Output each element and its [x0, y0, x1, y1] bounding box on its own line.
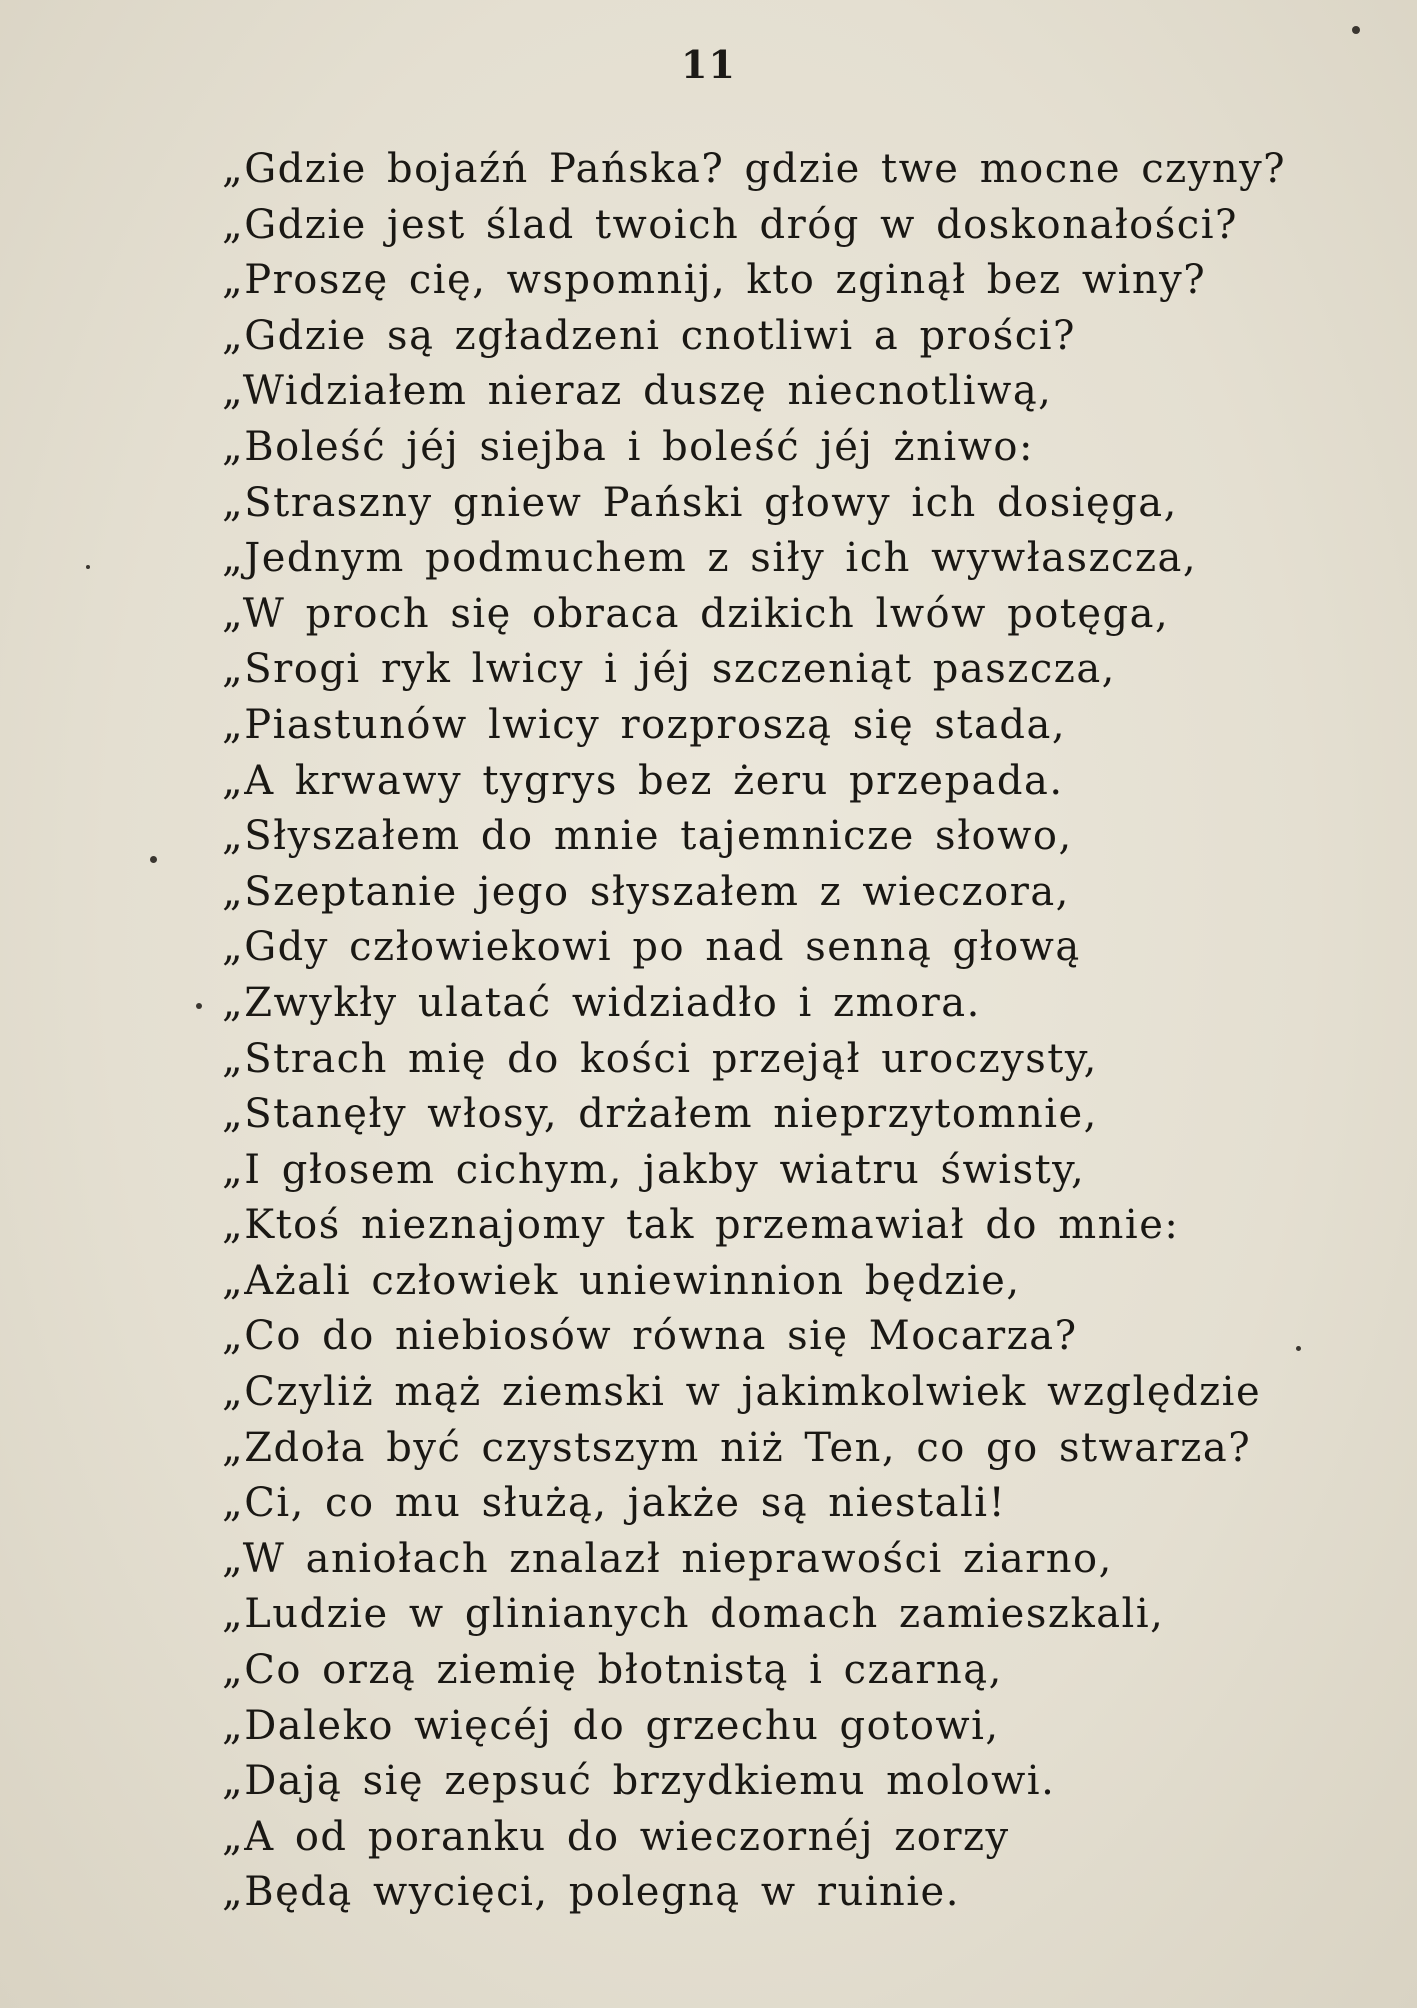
- verse-line: „I głosem cichym, jakby wiatru świsty,: [222, 1146, 1086, 1193]
- verse-line: „Gdy człowiekowi po nad senną głową: [222, 924, 1081, 971]
- print-speck: [196, 1003, 202, 1009]
- verse-line: „Czyliż mąż ziemski w jakimkolwiek względzie: [222, 1369, 1262, 1416]
- verse-line: „Boleść jéj siejba i boleść jéj żniwo:: [222, 423, 1034, 470]
- print-speck: [150, 856, 157, 863]
- verse-line: „Zwykły ulatać widziadło i zmora.: [222, 979, 981, 1026]
- verse-line: „Strach mię do kości przejął uroczysty,: [222, 1035, 1098, 1082]
- verse-line: „Gdzie są zgładzeni cnotliwi a prości?: [222, 312, 1076, 359]
- verse-line: „Co do niebiosów równa się Mocarza?: [222, 1313, 1078, 1360]
- verse-line: „Stanęły włosy, drżałem nieprzytomnie,: [222, 1091, 1098, 1138]
- verse-line: „Proszę cię, wspomnij, kto zginął bez winy?: [222, 257, 1207, 304]
- verse-line: „Co orzą ziemię błotnistą i czarną,: [222, 1647, 1003, 1694]
- verse-line: „Piastunów lwicy rozproszą się stada,: [222, 701, 1067, 748]
- verse-line: „Straszny gniew Pański głowy ich dosięga,: [222, 479, 1178, 526]
- verse-line: „Ktoś nieznajomy tak przemawiał do mnie:: [222, 1202, 1180, 1249]
- poem-verse: [222, 142, 1392, 1921]
- print-speck: [86, 565, 90, 569]
- verse-line: „W proch się obraca dzikich lwów potęga,: [222, 590, 1170, 637]
- verse-line: „Daleko więcéj do grzechu gotowi,: [222, 1702, 1000, 1749]
- verse-line: „A krwawy tygrys bez żeru przepada.: [222, 757, 1064, 804]
- verse-line: „Ludzie w glinianych domach zamieszkali,: [222, 1591, 1165, 1638]
- verse-line: „Będą wycięci, polegną w ruinie.: [222, 1869, 960, 1916]
- verse-line: „Jednym podmuchem z siły ich wywłaszcza,: [222, 535, 1198, 582]
- verse-line: „Słyszałem do mnie tajemnicze słowo,: [222, 813, 1073, 860]
- verse-line: „Srogi ryk lwicy i jéj szczeniąt paszcza,: [222, 646, 1116, 693]
- verse-line: „Szeptanie jego słyszałem z wieczora,: [222, 868, 1070, 915]
- page-number: 11: [681, 42, 736, 87]
- verse-line: „W aniołach znalazł nieprawości ziarno,: [222, 1535, 1113, 1582]
- verse-line: „Gdzie jest ślad twoich dróg w doskonałości?: [222, 201, 1238, 248]
- verse-line: „Dają się zepsuć brzydkiemu molowi.: [222, 1758, 1056, 1805]
- verse-line: „A od poranku do wieczornéj zorzy: [222, 1813, 1010, 1860]
- verse-line: „Gdzie bojaźń Pańska? gdzie twe mocne czyny?: [222, 146, 1287, 192]
- verse-line: „Widziałem nieraz duszę niecnotliwą,: [222, 368, 1053, 415]
- print-speck: [1352, 26, 1360, 34]
- verse-line: „Zdoła być czystszym niż Ten, co go stwarza?: [222, 1424, 1252, 1471]
- print-speck: [1296, 1346, 1301, 1351]
- verse-line: „Ażali człowiek uniewinnion będzie,: [222, 1257, 1021, 1304]
- verse-line: „Ci, co mu służą, jakże są niestali!: [222, 1480, 1007, 1527]
